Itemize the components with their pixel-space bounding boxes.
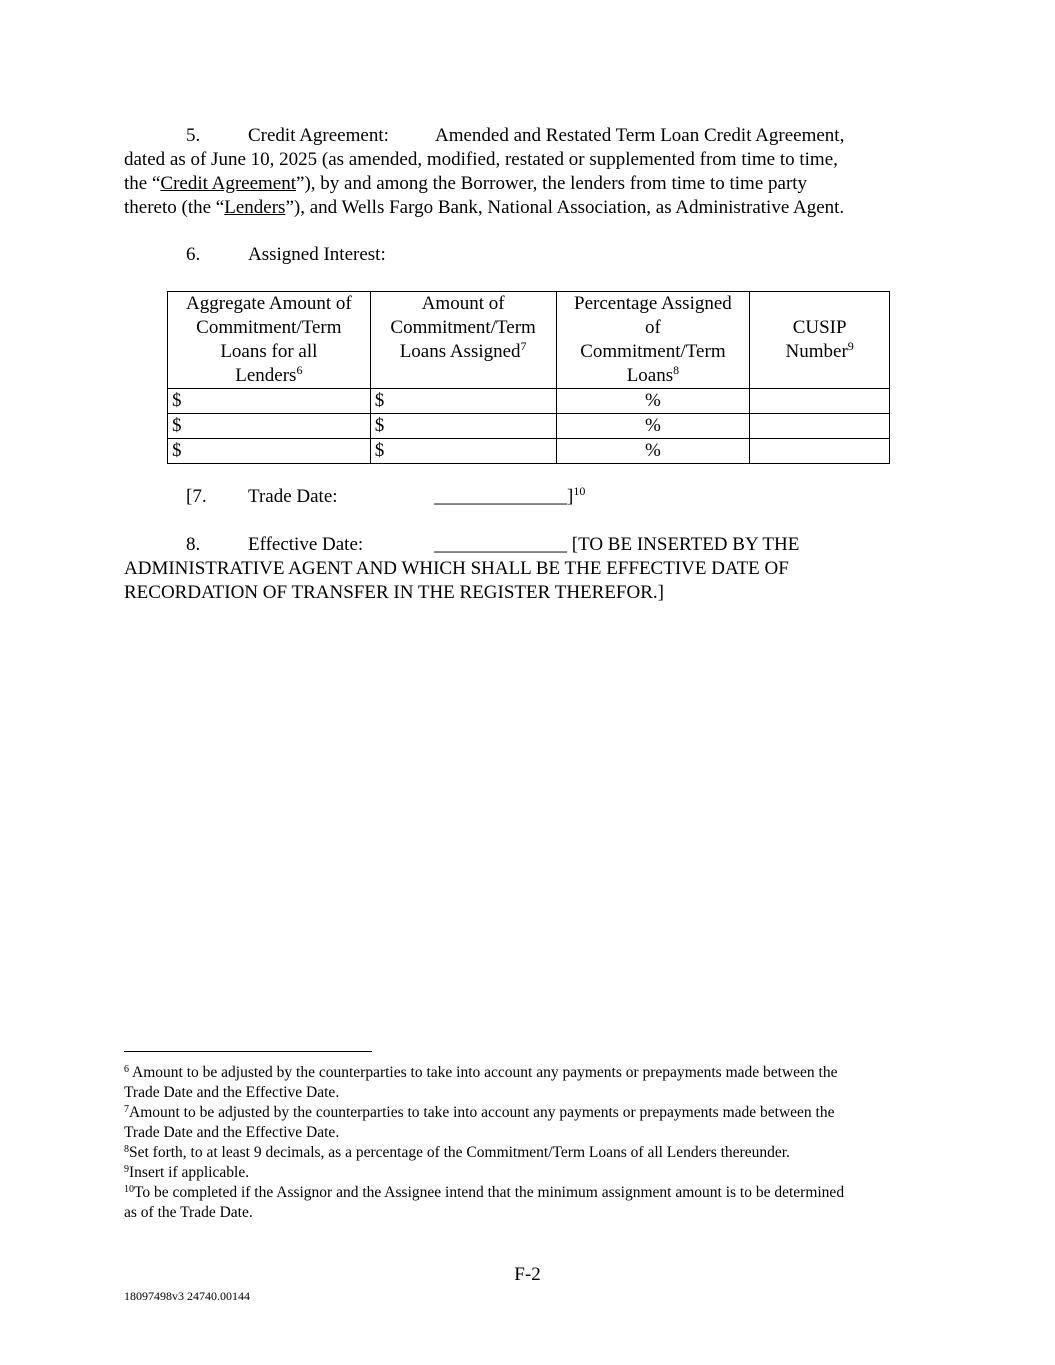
item-5-text-line1: Amended and Restated Term Loan Credit Agreement,	[435, 125, 845, 146]
header-aggregate-amount: Aggregate Amount of Commitment/Term Loans for all Lenders$^6$	[168, 292, 371, 389]
cell-amount: $	[370, 389, 556, 414]
footnote-ref-7: 7	[520, 339, 527, 353]
cell-aggregate: $	[168, 439, 371, 464]
footnote-9: $^9$Insert if applicable.	[124, 1164, 250, 1181]
item-8-number: 8.	[186, 534, 201, 555]
trade-date-blank: ______________]$^{10}$	[434, 484, 586, 507]
cell-aggregate: $	[168, 389, 371, 414]
footnote-ref-10: 10	[573, 484, 586, 498]
footnote-ref-9: 9	[847, 339, 854, 353]
page-number: F-2	[514, 1264, 541, 1285]
table-row	[168, 439, 890, 464]
document-id: 18097498v3 24740.00144	[124, 1289, 250, 1303]
cell-cusip	[750, 414, 890, 439]
item-7-number: [7.	[186, 486, 207, 507]
footnote-8: $^8$Set forth, to at least 9 decimals, as a percentage of the Commitment/Term Loans of all Lenders thereunder.	[124, 1144, 790, 1161]
item-8-text-line1: ______________ [TO BE INSERTED BY THE	[434, 534, 800, 555]
table-row	[168, 389, 890, 414]
item-5-text-line4: thereto (the “Lenders”), and Wells Fargo Bank, National Association, as Administrative Agent.	[124, 197, 845, 218]
footnote-ref-6: 6	[296, 363, 303, 377]
item-7-label: Trade Date:	[248, 486, 338, 507]
table-header-row	[168, 292, 890, 389]
item-5-label: Credit Agreement:	[248, 125, 389, 146]
lenders-term: Lenders	[224, 197, 286, 218]
footnote-6: $^6$ Amount to be adjusted by the counterparties to take into account any payments or prepayments made between the Trade Date and the Effective Date.	[124, 1064, 838, 1101]
header-amount-assigned: Amount of Commitment/Term Loans Assigned$^7$	[370, 292, 556, 389]
item-8-label: Effective Date:	[248, 534, 364, 555]
item-5-number: 5.	[186, 125, 201, 146]
header-percentage-assigned: Percentage Assigned of Commitment/Term Loans$^8$	[556, 292, 750, 389]
header-cusip-number: CUSIP Number$^9$	[750, 292, 890, 389]
footnote-7: $^7$Amount to be adjusted by the counterparties to take into account any payments or prepayments made between the Trade Date and the Effective Date.	[124, 1104, 835, 1141]
cell-percentage: %	[556, 414, 750, 439]
item-8-text-line3: RECORDATION OF TRANSFER IN THE REGISTER THEREFOR.]	[124, 582, 664, 603]
table-row	[168, 414, 890, 439]
footnote-separator	[124, 1051, 372, 1052]
item-6-number: 6.	[186, 244, 201, 265]
credit-agreement-term: Credit Agreement	[160, 173, 297, 194]
cell-aggregate: $	[168, 414, 371, 439]
footnote-10: $^{10}$To be completed if the Assignor and the Assignee intend that the minimum assignment amount is to be determined as of the Trade Date.	[124, 1184, 845, 1221]
footnote-ref-8: 8	[673, 363, 680, 377]
item-8-text-line2: ADMINISTRATIVE AGENT AND WHICH SHALL BE THE EFFECTIVE DATE OF	[124, 558, 789, 579]
cell-amount: $	[370, 414, 556, 439]
item-6-label: Assigned Interest:	[248, 244, 386, 265]
item-5-text-line3: the “Credit Agreement”), by and among the Borrower, the lenders from time to time party	[124, 173, 808, 194]
assigned-interest-table	[167, 291, 890, 464]
cell-percentage: %	[556, 389, 750, 414]
item-5-text-line2: dated as of June 10, 2025 (as amended, modified, restated or supplemented from time to time,	[124, 149, 838, 170]
cell-cusip	[750, 389, 890, 414]
cell-cusip	[750, 439, 890, 464]
cell-percentage: %	[556, 439, 750, 464]
cell-amount: $	[370, 439, 556, 464]
